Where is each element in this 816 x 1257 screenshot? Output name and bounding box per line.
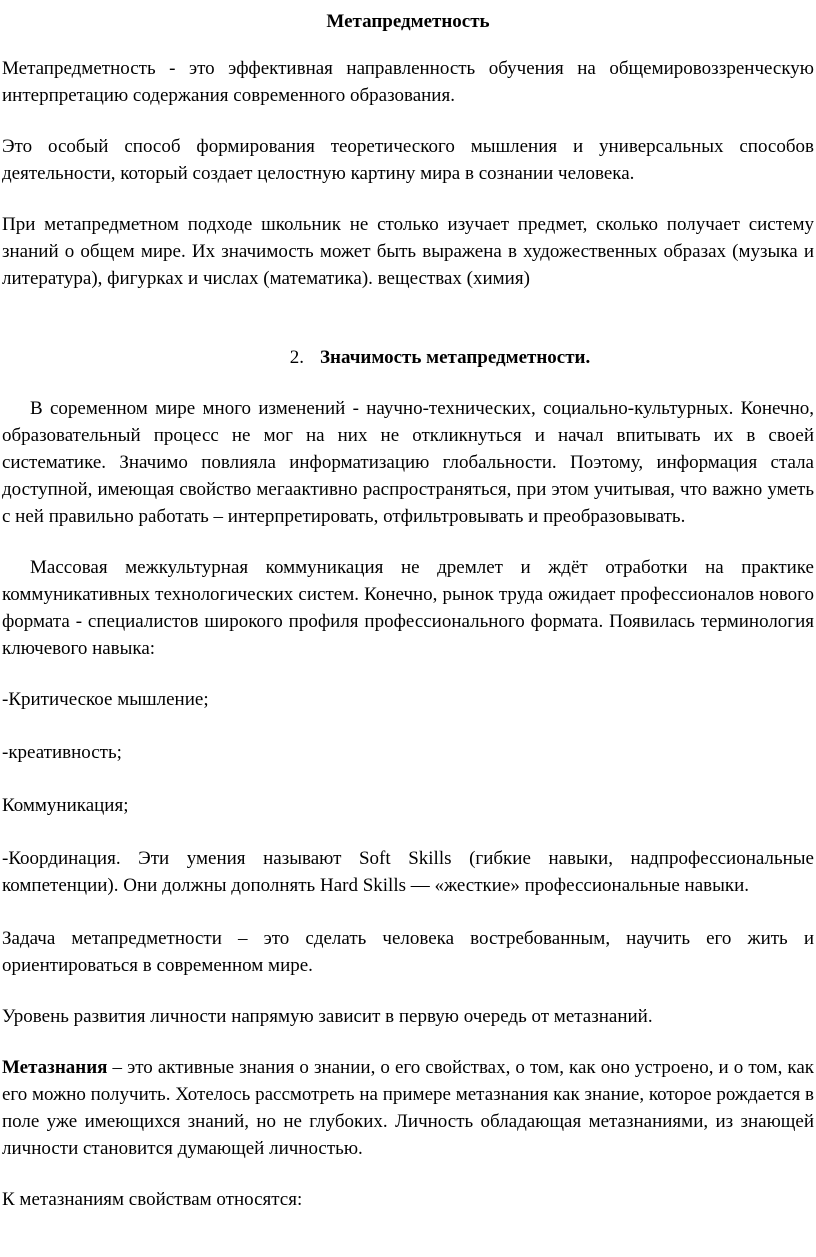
body-paragraph-2: Массовая межкультурная коммуникация не дремлет и ждёт отработки на практике коммуникативных технологических систем. Конечно, рынок труда ожидает профессионалов нового формата - специалистов широкого профиля профессионального формата. Появилась терминология ключевого навыка: (2, 557, 814, 659)
skill-item-coordination: -Координация. Эти умения называют Soft Skills (гибкие навыки, надпрофессиональные компетенции). Они должны дополнять Hard Skills — «жесткие» профессиональные навыки. (2, 848, 814, 896)
closing-paragraph: К метазнаниям свойствам относятся: (2, 1189, 303, 1210)
section-heading (66, 344, 814, 371)
section-number: 2. (289, 347, 304, 368)
skill-item-creativity: -креативность; (2, 742, 122, 763)
intro-paragraph-1: Метапредметность - это эффективная направленность обучения на общемировоззренческую интерпретацию содержания современного образования. (2, 58, 814, 106)
intro-paragraph-3: При метапредметном подходе школьник не столько изучает предмет, сколько получает систему знаний о общем мире. Их значимость может быть выражена в художественных образах (музыка и литература), фигурках и числах (математика). веществах (химия) (2, 214, 814, 289)
level-paragraph: Уровень развития личности напрямую зависит в первую очередь от метазнаний. (2, 1006, 653, 1027)
intro-paragraph-2: Это особый способ формирования теоретического мышления и универсальных способов деятельности, который создает целостную картину мира в сознании человека. (2, 136, 814, 184)
section-title: Значимость метапредметности. (320, 347, 591, 368)
task-paragraph: Задача метапредметности – это сделать человека востребованным, научить его жить и ориентироваться в современном мире. (2, 928, 814, 976)
skill-item-communication: Коммуникация; (2, 795, 129, 816)
document-title: Метапредметность (326, 11, 490, 32)
skill-item-critical-thinking: -Критическое мышление; (2, 689, 209, 710)
metaknowledge-text: – это активные знания о знании, о его свойствах, о том, как оно устроено, и о том, как его можно получить. Хотелось рассмотреть на примере метазнания как знание, которое рождается в поле уже имеющихся знаний, но не глубоких. Личность обладающая метазнаниями, из знающей личности становится думающей личностью. (2, 1057, 814, 1159)
metaknowledge-paragraph (2, 1054, 814, 1162)
metaknowledge-term: Метазнания (2, 1057, 108, 1078)
body-paragraph-1: В соременном мире много изменений - научно-технических, социально-культурных. Конечно, образовательный процесс не мог на них не откликнуться и начал впитывать их в своей систематике. Значимо повлияла информатизацию глобальности. Поэтому, информация стала доступной, имеющая свойство мегаактивно распространяться, при этом учитывая, что важно уметь с ней правильно работать – интерпретировать, отфильтровывать и преобразовывать. (2, 398, 814, 527)
